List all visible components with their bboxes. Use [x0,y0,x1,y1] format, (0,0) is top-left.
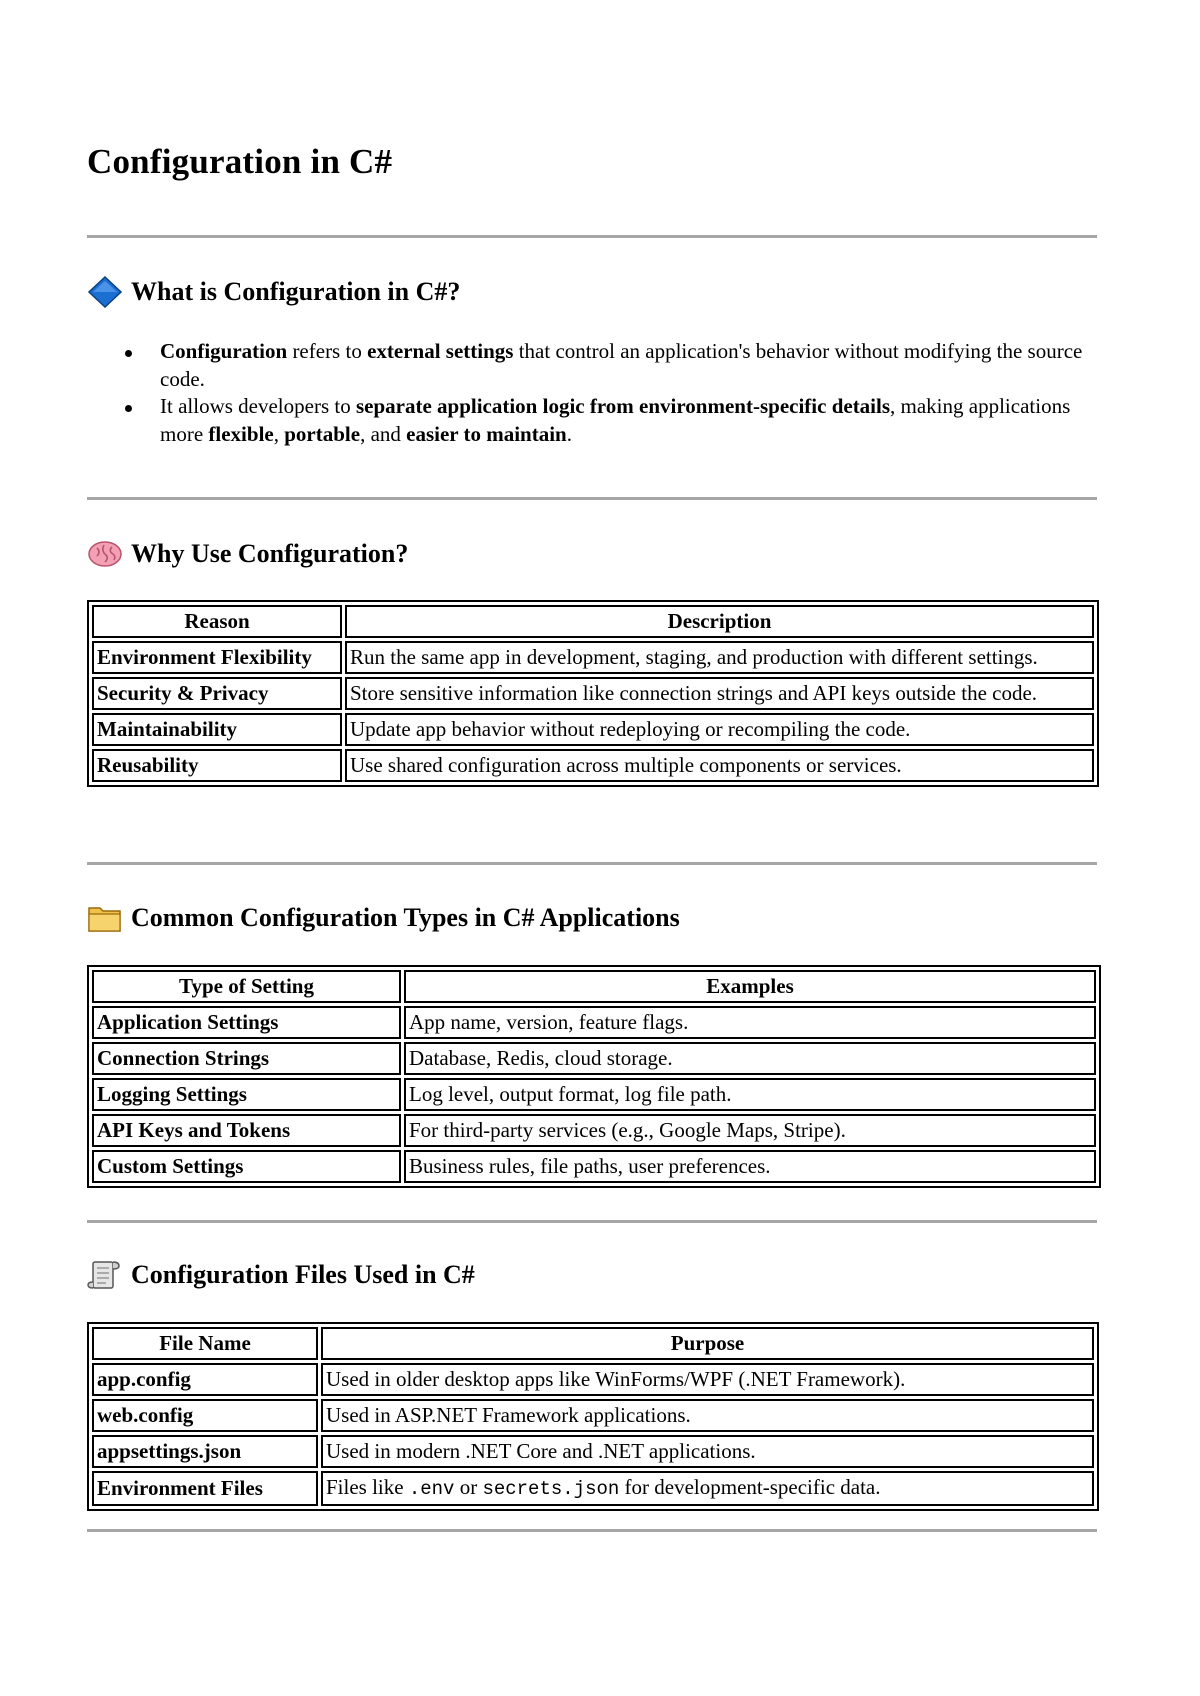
table-cell: For third-party services (e.g., Google Maps, Stripe). [404,1114,1096,1147]
table-cell [321,1471,1094,1506]
files-table [87,1322,1099,1511]
bold-term: external settings [367,339,514,363]
section-heading-types [87,902,680,934]
column-header: Reason [92,605,342,638]
table-cell: Log level, output format, log file path. [404,1078,1096,1111]
table-row [92,1399,1094,1432]
table-row [92,1363,1094,1396]
section-heading-text: What is Configuration in C#? [131,277,461,306]
bold-term: flexible [208,421,274,446]
text-run: that control an application's behavior without modifying the source code. [160,339,1083,391]
brain-icon [87,538,123,570]
table-cell: Used in modern .NET Core and .NET applications. [321,1435,1094,1468]
divider [87,235,1097,238]
table-header-row [92,970,1096,1003]
table-cell-key: Security & Privacy [92,677,342,710]
table-cell: Run the same app in development, staging, and production with different settings. [345,641,1094,674]
list-item [87,338,1099,393]
inline-code: .env [408,1478,455,1500]
table-cell: Store sensitive information like connection strings and API keys outside the code. [345,677,1094,710]
types-table [87,965,1101,1188]
text-run: refers to [287,339,368,363]
blue-diamond-icon [87,276,123,308]
bold-term: easier to maintain [406,421,567,446]
table-header-row [92,1327,1094,1360]
table-row [92,749,1094,782]
section-heading-why [87,538,408,570]
bold-term: portable [284,421,361,446]
text-run: . [566,421,572,446]
table-cell: Business rules, file paths, user preferences. [404,1150,1096,1183]
divider [87,497,1097,500]
text-run: , making applications more [160,394,1071,446]
table-cell: Database, Redis, cloud storage. [404,1042,1096,1075]
text-run: , [273,421,285,446]
table-row [92,1114,1096,1147]
bullet-list [87,338,1099,448]
column-header: Description [345,605,1094,638]
section-heading-text: Why Use Configuration? [131,539,409,568]
section-heading-what [87,276,460,308]
table-row [92,1150,1096,1183]
table-cell-key: API Keys and Tokens [92,1114,401,1147]
inline-code: secrets.json [482,1478,620,1500]
bold-term: separate application logic from environment-specific details [355,394,891,418]
folder-icon [87,902,123,934]
divider [87,862,1097,865]
table-cell-key: Reusability [92,749,342,782]
table-cell-key: app.config [92,1363,318,1396]
table-row [92,1471,1094,1506]
table-row [92,1006,1096,1039]
column-header: Examples [404,970,1096,1003]
table-cell: Update app behavior without redeploying or recompiling the code. [345,713,1094,746]
table-cell: Use shared configuration across multiple components or services. [345,749,1094,782]
section-heading-text: Configuration Files Used in C# [131,1260,475,1289]
text-run: or [454,1475,483,1499]
table-row [92,1078,1096,1111]
table-cell-key: Connection Strings [92,1042,401,1075]
table-row [92,713,1094,746]
table-cell-key: Application Settings [92,1006,401,1039]
table-cell: Used in older desktop apps like WinForms/WPF (.NET Framework). [321,1363,1094,1396]
text-run: Files like [326,1475,409,1499]
table-cell-key: appsettings.json [92,1435,318,1468]
list-item [87,393,1099,448]
table-cell-key: Environment Flexibility [92,641,342,674]
divider [87,1529,1097,1532]
table-row [92,1042,1096,1075]
column-header: Type of Setting [92,970,401,1003]
section-heading-text: Common Configuration Types in C# Applications [131,903,680,932]
table-cell: App name, version, feature flags. [404,1006,1096,1039]
table-row [92,641,1094,674]
text-run: for development-specific data. [619,1475,881,1499]
table-row [92,1435,1094,1468]
table-cell-key: Logging Settings [92,1078,401,1111]
text-run: It allows developers to [160,394,356,418]
reasons-table [87,600,1099,787]
table-cell-key: Environment Files [92,1471,318,1506]
table-row [92,677,1094,710]
table-cell-key: Custom Settings [92,1150,401,1183]
page-title: Configuration in C# [87,142,393,181]
column-header: Purpose [321,1327,1094,1360]
scroll-icon [87,1259,123,1291]
text-run: , and [360,421,407,446]
bold-term: Configuration [160,339,288,363]
column-header: File Name [92,1327,318,1360]
table-header-row [92,605,1094,638]
divider [87,1220,1097,1223]
table-cell: Used in ASP.NET Framework applications. [321,1399,1094,1432]
section-heading-files [87,1259,475,1291]
table-cell-key: Maintainability [92,713,342,746]
table-cell-key: web.config [92,1399,318,1432]
